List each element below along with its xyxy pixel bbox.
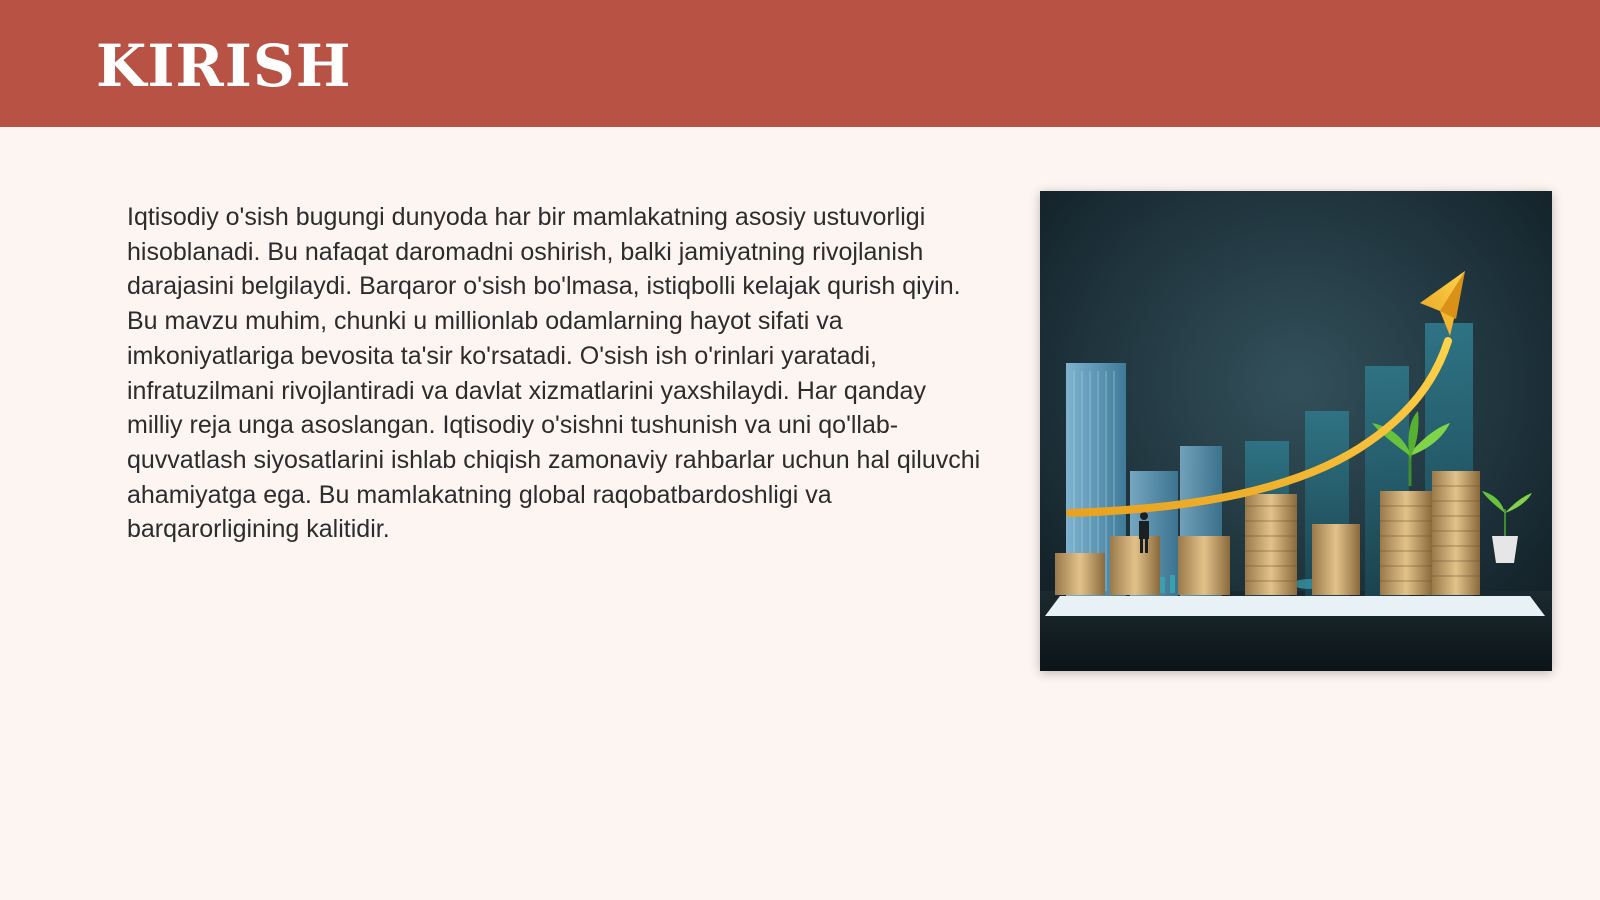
slide-title: KIRISH: [96, 32, 352, 100]
economic-growth-illustration: [1040, 191, 1552, 671]
body-paragraph: Iqtisodiy o'sish bugungi dunyoda har bir mamlakatning asosiy ustuvorligi hisoblanadi. Bu nafaqat daromadni oshirish, balki jamiyatning rivojlanish darajasini belgilaydi. Barqaror o'sish bo'lmasa, istiqbolli kelajak qurish qiyin. Bu mavzu muhim, chunki u millionlab odamlarning hayot sifati va imkoniyatlariga bevosita ta'sir ko'rsatadi. O'sish ish o'rinlari yaratadi, infratuzilmani rivojlantiradi va davlat xizmatlarini yaxshilaydi. Har qanday milliy reja unga asoslangan. Iqtisodiy o'sishni tushunish va uni qo'llab-quvvatlash siyosatlarini ishlab chiqish zamonaviy rahbarlar uchun hal qiluvchi ahamiyatga ega. Bu mamlakatning global raqobatbardoshligi va barqarorligining kalitidir.: [127, 203, 981, 544]
